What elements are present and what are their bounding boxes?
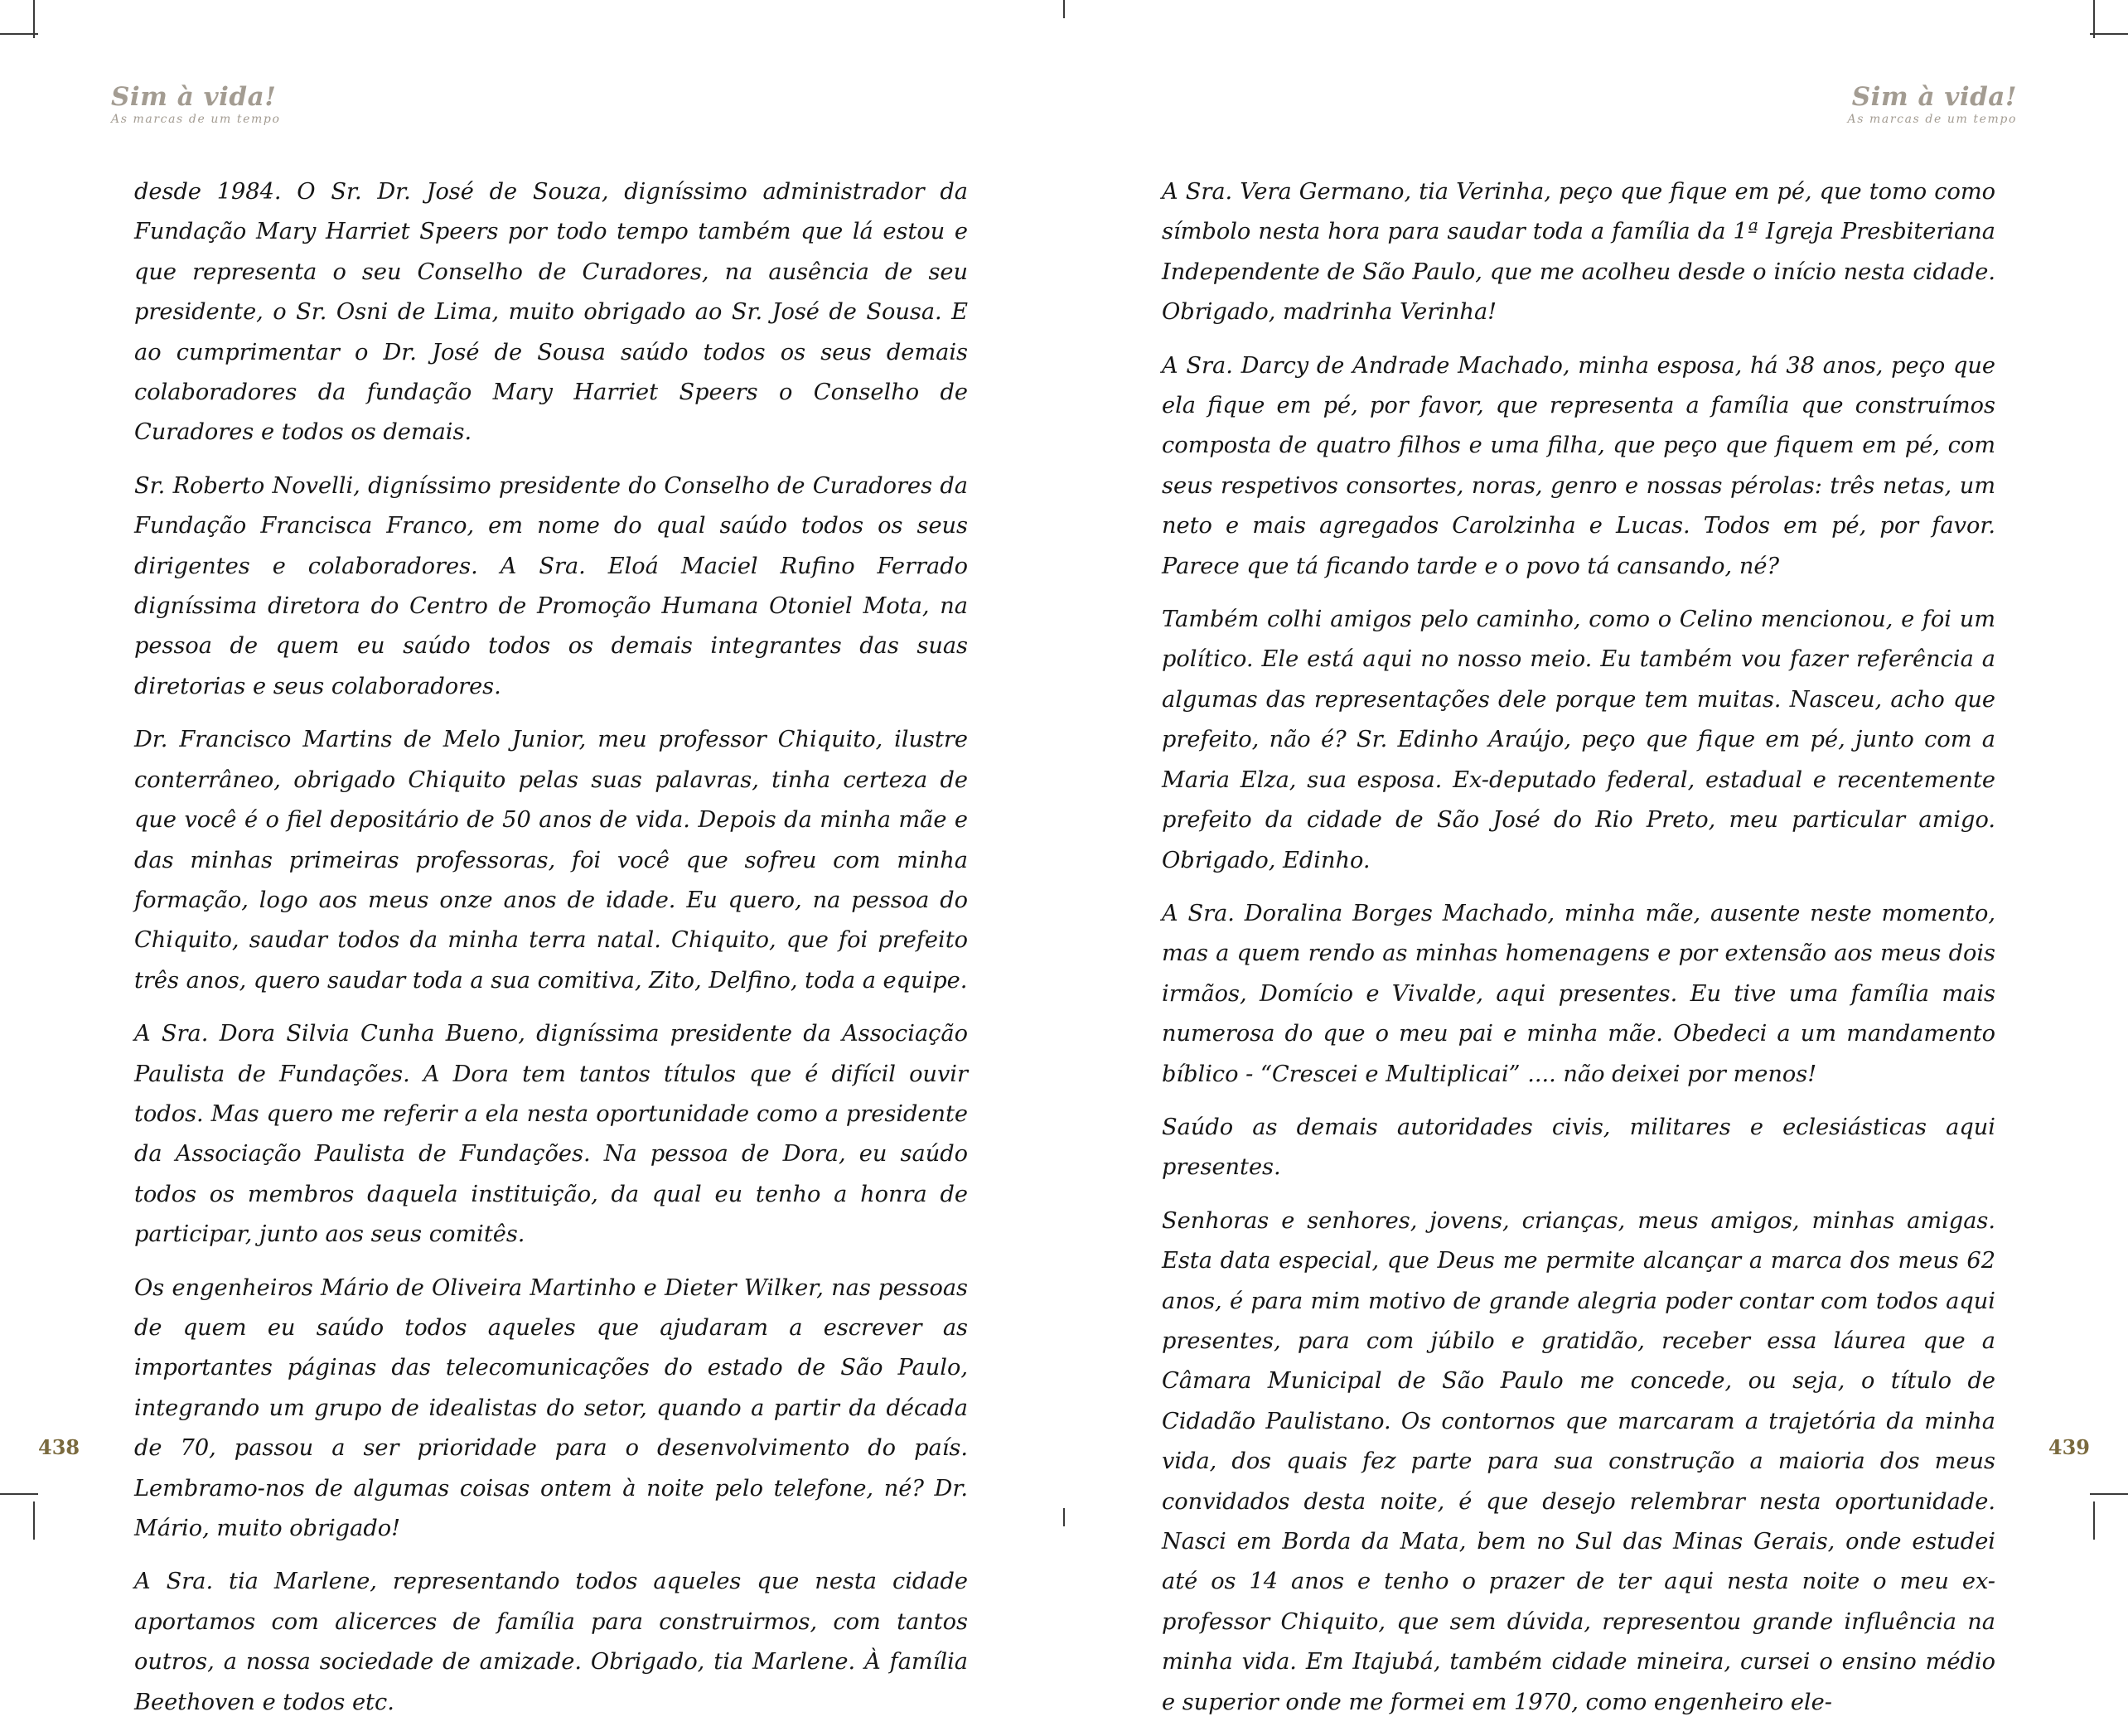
paragraph: A Sra. Dora Silvia Cunha Bueno, digníssima presidente da Associação Paulista de Fundações. A Dora tem tantos títulos que é difícil ouvir todos. Mas quero me referir a ela nesta oportunidade como a presidente da Associação Paulista de Fundações. Na pessoa de Dora, eu saúdo todos os membros daquela instituição, da qual eu tenho a honra de participar, junto aos seus comitês. bbox=[134, 1021, 968, 1248]
paragraph: desde 1984. O Sr. Dr. José de Souza, digníssimo administrador da Fundação Mary Harriet Speers por todo tempo também que lá estou e que representa o seu Conselho de Curadores, na ausência de seu presidente, o Sr. Osni de Lima, muito obrigado ao Sr. José de Sousa. E ao cumprimentar o Dr. José de Sousa saúdo todos os seus demais colaboradores da fundação Mary Harriet Speers o Conselho de Curadores e todos os demais. bbox=[134, 179, 968, 446]
paragraph: A Sra. Vera Germano, tia Verinha, peço que fique em pé, que tomo como símbolo nesta hora para saudar toda a família da 1ª Igreja Presbiteriana Independente de São Paulo, que me acolheu desde o início nesta cidade. Obrigado, madrinha Verinha! bbox=[1162, 179, 1995, 326]
paragraph: A Sra. tia Marlene, representando todos aqueles que nesta cidade aportamos com alicerces de família para construirmos, com tantos outros, a nossa sociedade de amizade. Obrigado, tia Marlene. À família Beethoven e todos etc. bbox=[134, 1569, 968, 1715]
paragraph: A Sra. Doralina Borges Machado, minha mãe, ausente neste momento, mas a quem rendo as minhas homenagens e por extensão aos meus dois irmãos, Domício e Vivalde, aqui presentes. Eu tive uma família mais numerosa do que o meu pai e minha mãe. Obedeci a um mandamento bíblico - “Crescei e Multiplicai” .... não deixei por menos! bbox=[1162, 900, 1995, 1087]
paragraph: Também colhi amigos pelo caminho, como o Celino mencionou, e foi um político. Ele está aqui no nosso meio. Eu também vou fazer referência a algumas das representações dele porque tem muitas. Nasceu, acho que prefeito, não é? Sr. Edinho Araújo, peço que fique em pé, junto com a Maria Elza, sua esposa. Ex-deputado federal, estadual e recentemente prefeito da cidade de São José do Rio Preto, meu particular amigo. Obrigado, Edinho. bbox=[1162, 607, 1995, 873]
paragraph: Senhoras e senhores, jovens, crianças, meus amigos, minhas amigas. Esta data especial, que Deus me permite alcançar a marca dos meus 62 anos, é para mim motivo de grande alegria poder contar com todos aqui presentes, para com júbilo e gratidão, receber essa láurea que a Câmara Municipal de São Paulo me concede, ou seja, o título de Cidadão Paulistano. Os contornos que marcaram a trajetória da minha vida, dos quais fez parte para sua construção a maioria dos meus convidados desta noite, é que desejo relembrar nesta oportunidade. Nasci em Borda da Mata, bem no Sul das Minas Gerais, onde estudei até os 14 anos e tenho o prazer de ter aqui nesta noite o meu ex-professor Chiquito, que sem dúvida, representou grande influência na minha vida. Em Itajubá, também cidade mineira, cursei o ensino médio e superior onde me formei em 1970, como engenheiro ele- bbox=[1162, 1207, 1995, 1715]
paragraph: Os engenheiros Mário de Oliveira Martinho e Dieter Wilker, nas pessoas de quem eu saúdo todos aqueles que ajudaram a escrever as importantes páginas das telecomunicações do estado de São Paulo, integrando um grupo de idealistas do setor, quando a partir da década de 70, passou a ser prioridade para o desenvolvimento do país. Lembramo-nos de algumas coisas ontem à noite pelo telefone, né? Dr. Mário, muito obrigado! bbox=[134, 1274, 968, 1541]
page-number: 439 bbox=[2048, 1435, 2090, 1459]
right-page bbox=[1064, 0, 2128, 1715]
paragraph: Dr. Francisco Martins de Melo Junior, meu professor Chiquito, ilustre conterrâneo, obrigado Chiquito pelas suas palavras, tinha certeza de que você é o fiel depositário de 50 anos de vida. Depois da minha mãe e das minhas primeiras professoras, foi você que sofreu com minha formação, logo aos meus onze anos de idade. Eu quero, na pessoa do Chiquito, saudar todos da minha terra natal. Chiquito, que foi prefeito três anos, quero saudar toda a sua comitiva, Zito, Delfino, toda a equipe. bbox=[134, 727, 968, 994]
paragraph: Sr. Roberto Novelli, digníssimo presidente do Conselho de Curadores da Fundação Francisca Franco, em nome do qual saúdo todos os seus dirigentes e colaboradores. A Sra. Eloá Maciel Rufino Ferrado digníssima diretora do Centro de Promoção Humana Otoniel Mota, na pessoa de quem eu saúdo todos os demais integrantes das suas diretorias e seus colaboradores. bbox=[134, 472, 968, 699]
page-number: 438 bbox=[38, 1435, 80, 1459]
left-page bbox=[0, 0, 1064, 1715]
header-title: Sim à vida! bbox=[111, 82, 277, 112]
paragraph: Saúdo as demais autoridades civis, militares e eclesiásticas aqui presentes. bbox=[1162, 1114, 1995, 1181]
running-header bbox=[1848, 83, 2018, 126]
header-subtitle: As marcas de um tempo bbox=[1847, 113, 2017, 127]
running-header bbox=[111, 83, 281, 126]
body-text bbox=[1162, 172, 1995, 1736]
body-text bbox=[134, 172, 968, 1736]
header-title: Sim à vida! bbox=[1851, 82, 2017, 112]
header-subtitle: As marcas de um tempo bbox=[111, 113, 281, 127]
paragraph: A Sra. Darcy de Andrade Machado, minha esposa, há 38 anos, peço que ela fique em pé, por favor, que representa a família que construímos composta de quatro filhos e uma filha, que peço que fiquem em pé, com seus respetivos consortes, noras, genro e nossas pérolas: três netas, um neto e mais agregados Carolzinha e Lucas. Todos em pé, por favor. Parece que tá ficando tarde e o povo tá cansando, né? bbox=[1162, 352, 1995, 579]
